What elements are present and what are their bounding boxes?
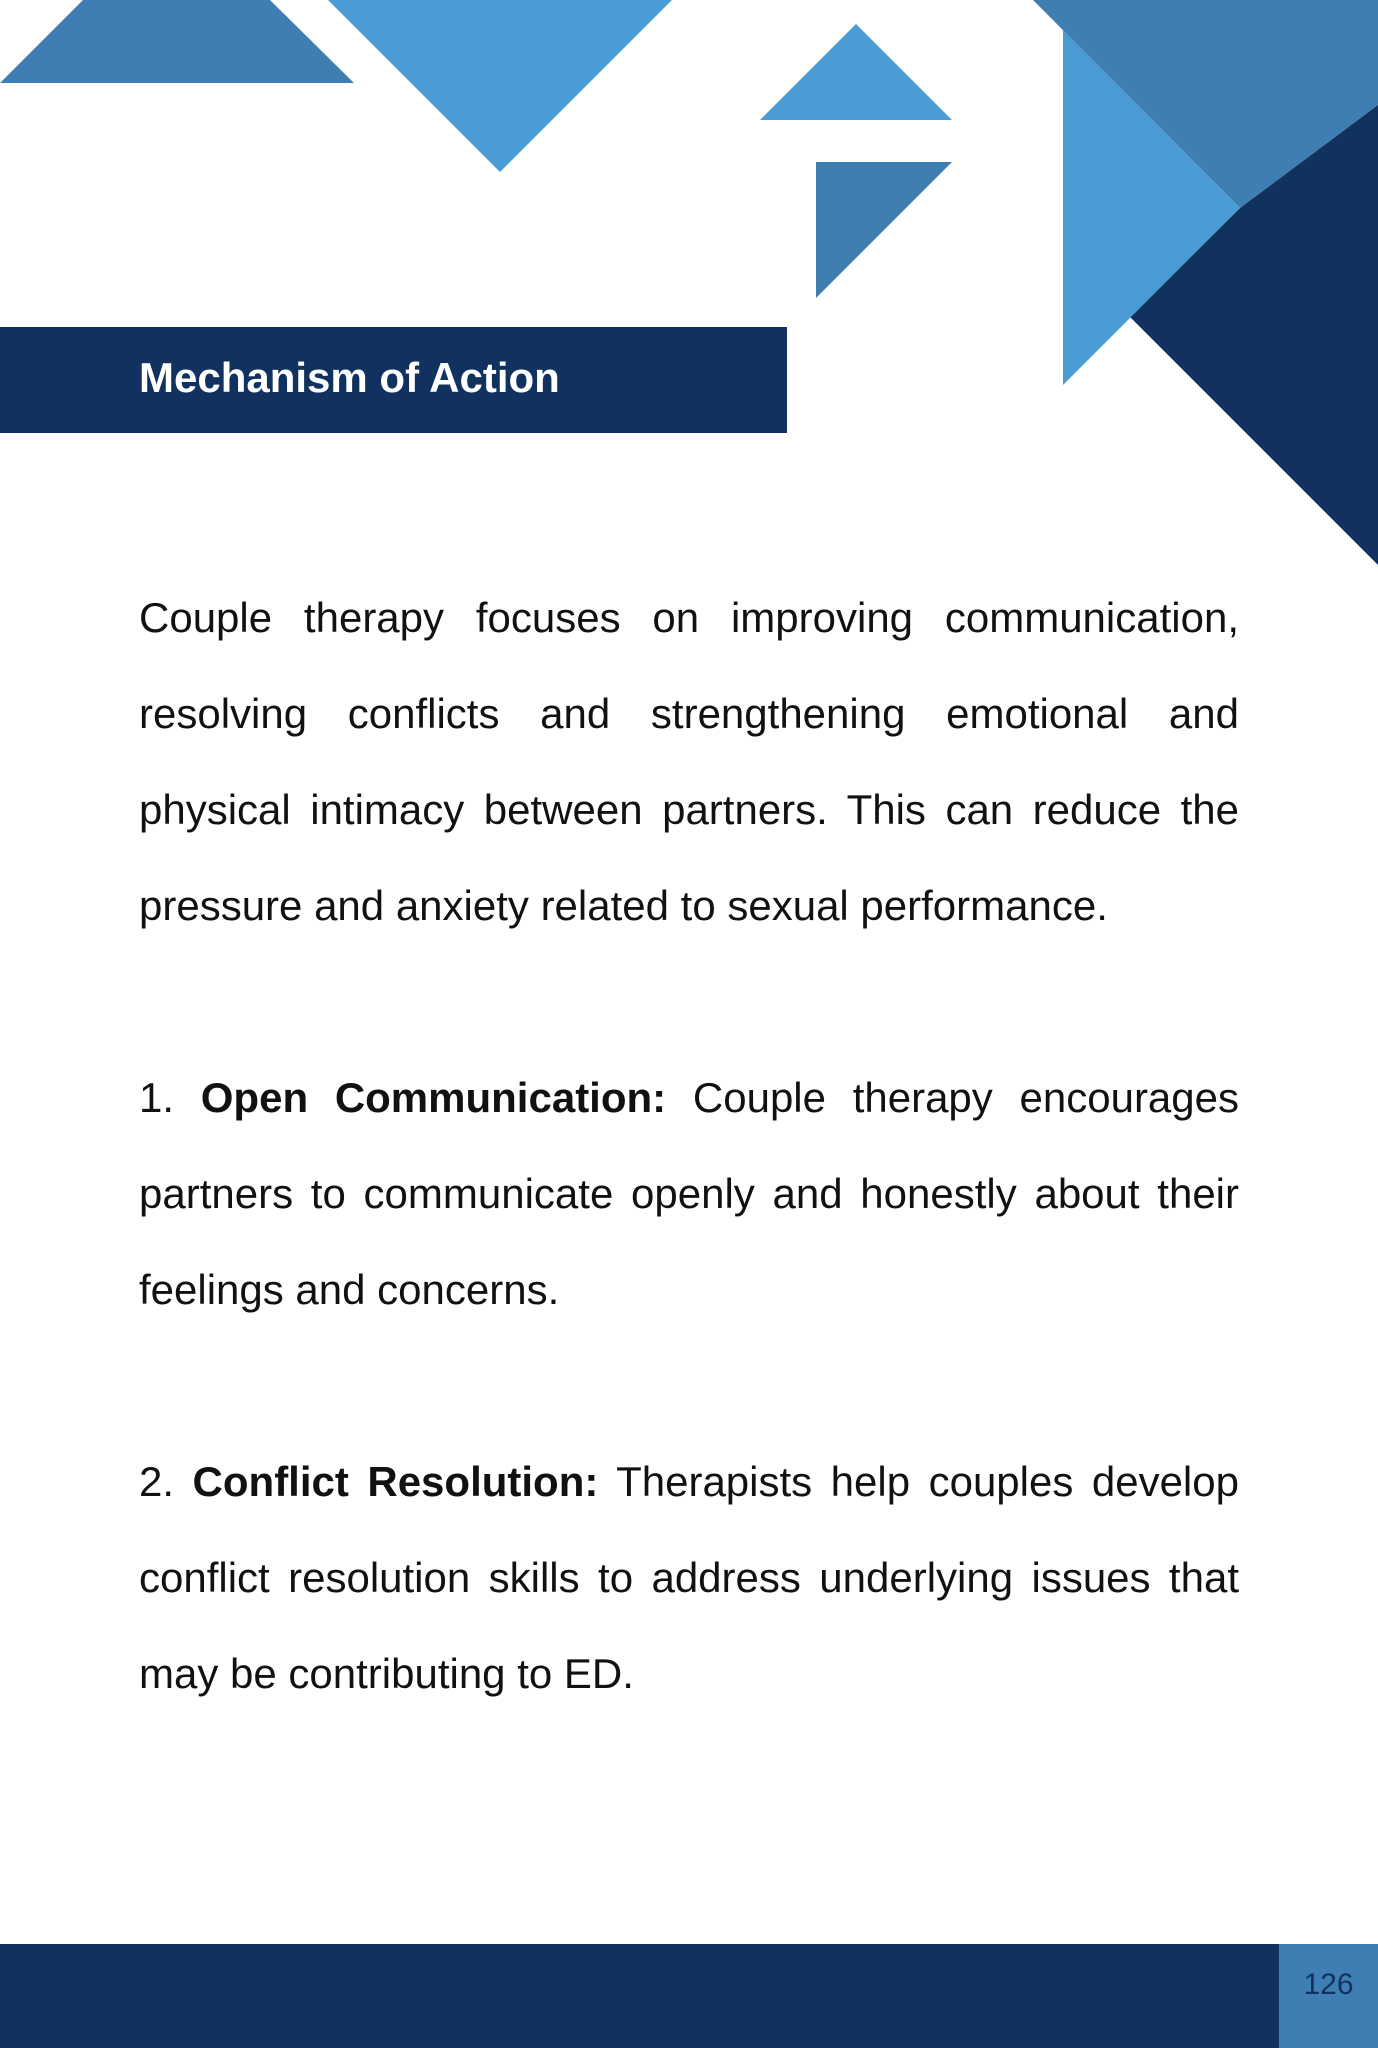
triangle-top-center [328, 0, 672, 172]
list-item-heading: Conflict Resolution: [192, 1458, 599, 1505]
triangle-small-up [760, 24, 952, 120]
list-item-open-communication [139, 1050, 1239, 1338]
list-item-text: Couple therapy encourages partners to communicate openly and honestly about their feelings and concerns. [139, 1074, 1240, 1313]
page-number: 126 [1303, 1968, 1354, 2001]
triangle-small-down [816, 162, 952, 298]
list-item-heading: Open Communication: [200, 1074, 667, 1121]
list-item-conflict-resolution [139, 1434, 1239, 1722]
body-content [139, 570, 1239, 1722]
triangle-top-left [0, 0, 354, 83]
list-item-text: Therapists help couples develop conflict resolution skills to address underlying issues that may be contributing to ED. [139, 1458, 1239, 1697]
list-item-number: 2. [139, 1458, 175, 1505]
footer-bar [0, 1944, 1378, 2048]
list-item-number: 1. [139, 1074, 175, 1121]
intro-paragraph: Couple therapy focuses on improving communication, resolving conflicts and strengthening emotional and physical intimacy between partners. This can reduce the pressure and anxiety related to sexual performance. [139, 594, 1239, 929]
section-title: Mechanism of Action [139, 354, 560, 401]
decorative-triangles [0, 0, 1378, 600]
